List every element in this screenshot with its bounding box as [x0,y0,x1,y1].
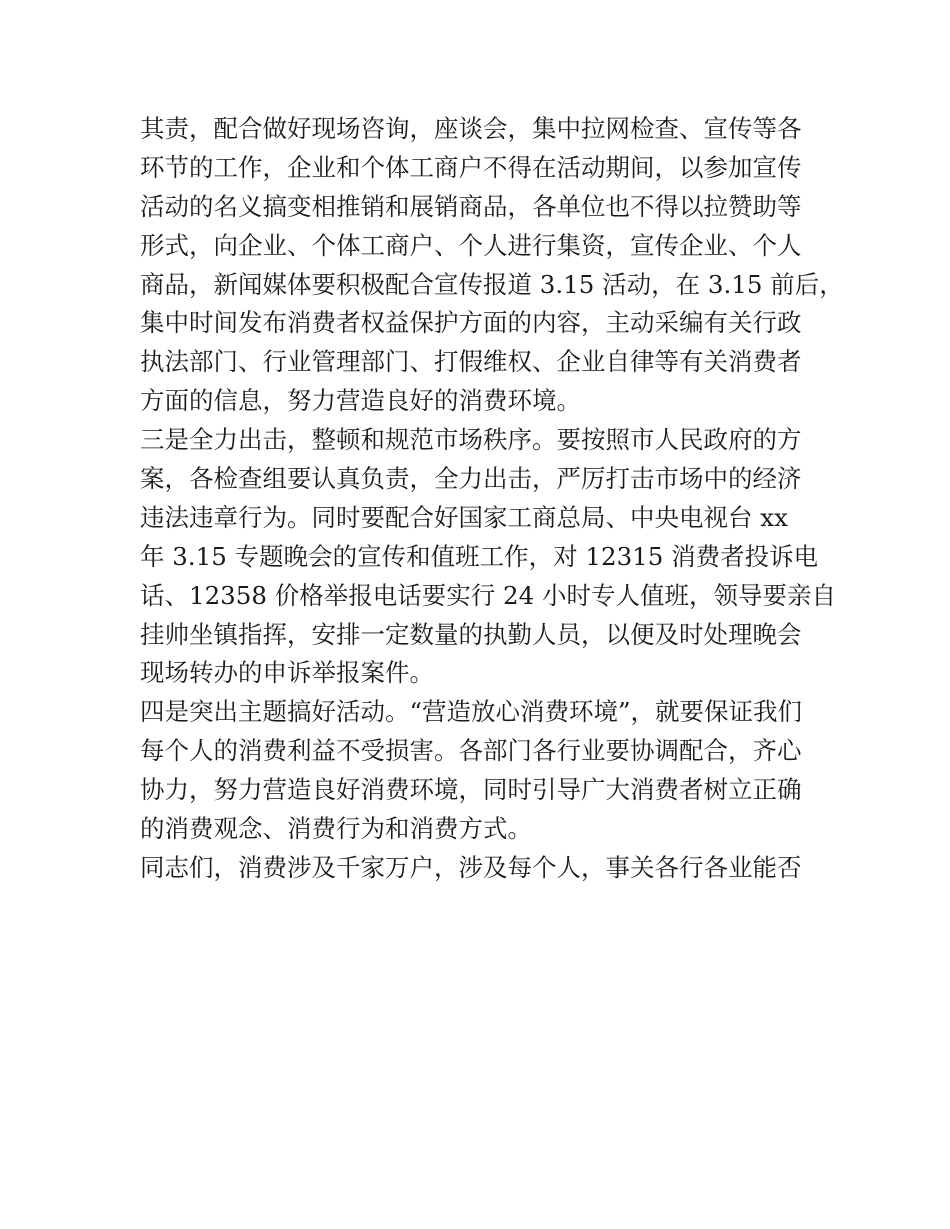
text-line: 的消费观念、消费行为和消费方式。 [140,814,532,844]
text-line: 执法部门、行业管理部门、打假维权、企业自律等有关消费者 [140,347,802,377]
text-line: 其责，配合做好现场咨询，座谈会，集中拉网检查、宣传等各 [140,114,802,143]
text-line: 活动的名义搞变相推销和展销商品，各单位也不得以拉赞助等 [140,191,802,221]
text-line: 案，各检查组要认真负责，全力出击，严厉打击市场中的经济 [140,464,802,494]
text-line: 同志们，消费涉及千家万户，涉及每个人，事关各行各业能否 [140,852,802,882]
text-line: 年 3.15 专题晚会的宣传和值班工作，对 12315 消费者投诉电 [140,541,819,571]
text-line: 挂帅坐镇指挥，安排一定数量的执勤人员，以便及时处理晚会 [140,619,802,649]
text-line: 商品，新闻媒体要积极配合宣传报道 3.15 活动，在 3.15 前后， [140,269,844,299]
text-line: 现场转办的申诉举报案件。 [140,658,434,688]
text-line: 集中时间发布消费者权益保护方面的内容，主动采编有关行政 [140,308,802,338]
text-line: 方面的信息，努力营造良好的消费环境。 [140,386,581,416]
text-line: 环节的工作，企业和个体工商户不得在活动期间，以参加宣传 [140,152,802,182]
text-line: 每个人的消费利益不受损害。各部门各行业要协调配合，齐心 [140,736,802,766]
text-line: 四是突出主题搞好活动。“营造放心消费环境”，就要保证我们 [140,697,803,727]
text-line: 话、12358 价格举报电话要实行 24 小时专人值班，领导要亲自 [140,580,836,610]
text-line: 违法违章行为。同时要配合好国家工商总局、中央电视台 xx [140,502,788,532]
text-line: 协力，努力营造良好消费环境，同时引导广大消费者树立正确 [140,775,802,805]
body-text [140,110,844,888]
text-line: 三是全力出击，整顿和规范市场秩序。要按照市人民政府的方 [140,425,802,455]
text-line: 形式，向企业、个体工商户、个人进行集资，宣传企业、个人 [140,230,802,260]
